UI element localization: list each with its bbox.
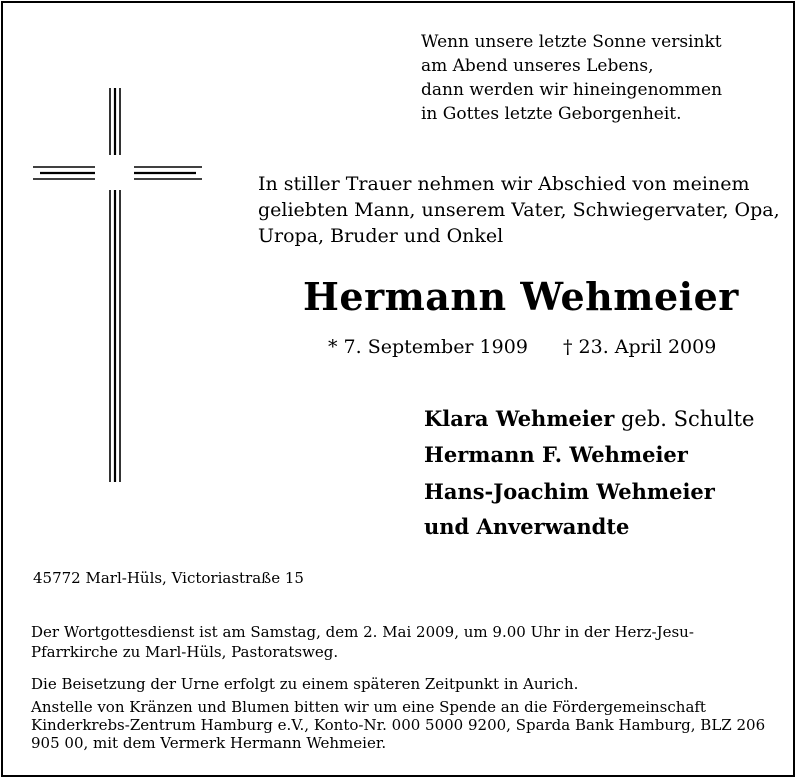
family-member: und Anverwandte [424,514,630,539]
death-date: † 23. April 2009 [563,336,717,358]
intro-text [258,171,780,249]
poem-line: Wenn unsere letzte Sonne versinkt [421,32,722,52]
family-member-maiden-name: geb. Schulte [614,407,755,431]
family-member [424,406,754,431]
intro-line: Uropa, Bruder und Onkel [258,225,504,247]
family-member: Hermann F. Wehmeier [424,442,688,467]
birth-date: * 7. September 1909 [328,336,528,358]
donation-info: Anstelle von Kränzen und Blumen bitten wir um eine Spende an die Fördergemeinschaft Kinderkrebs-Zentrum Hamburg e.V., Konto-Nr. 000 5000 9200, Sparda Bank Hamburg, BLZ 206 905 00, mit dem Vermerk Hermann Wehmeier. [31,698,766,752]
poem-line: am Abend unseres Lebens, [421,56,654,76]
poem [421,30,722,126]
poem-line: dann werden wir hineingenommen [421,80,723,100]
intro-line: In stiller Trauer nehmen wir Abschied von meinem [258,173,750,195]
burial-info: Die Beisetzung der Urne erfolgt zu einem späteren Zeitpunkt in Aurich. [31,675,579,693]
deceased-name: Hermann Wehmeier [303,274,739,319]
family-member-name: Klara Wehmeier [424,406,615,431]
address: 45772 Marl-Hüls, Victoriastraße 15 [33,569,304,587]
service-info: Der Wortgottesdienst ist am Samstag, dem 2. Mai 2009, um 9.00 Uhr in der Herz-Jesu-Pfarrkirche zu Marl-Hüls, Pastoratsweg. [31,623,694,661]
intro-line: geliebten Mann, unserem Vater, Schwiegervater, Opa, [258,199,780,221]
poem-line: in Gottes letzte Geborgenheit. [421,104,682,124]
family-member: Hans-Joachim Wehmeier [424,479,715,504]
